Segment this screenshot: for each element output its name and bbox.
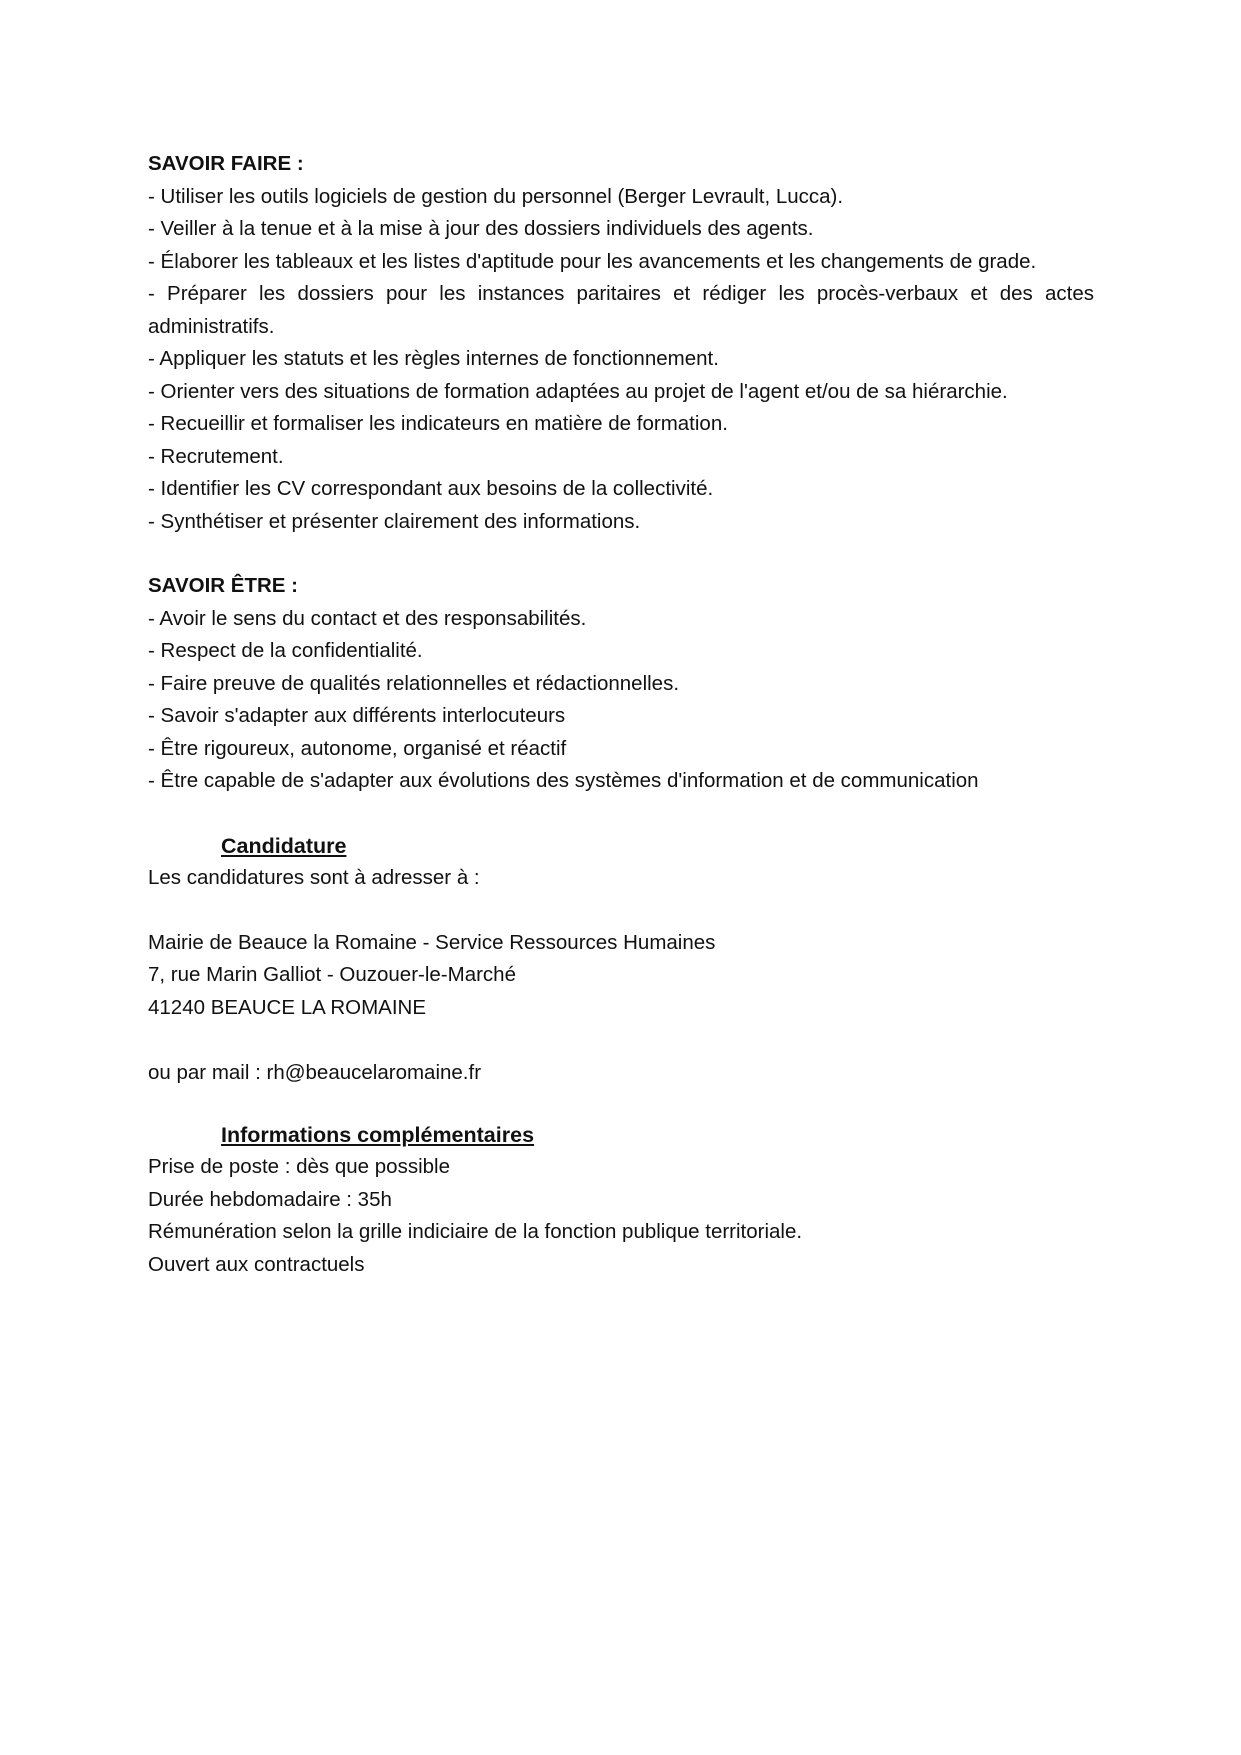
list-item: - Veiller à la tenue et à la mise à jour des dossiers individuels des agents. bbox=[148, 217, 814, 240]
address-line: Mairie de Beauce la Romaine - Service Ressources Humaines bbox=[148, 930, 716, 954]
informations-section bbox=[148, 1119, 1094, 1281]
list-item: - Être rigoureux, autonome, organisé et réactif bbox=[148, 736, 567, 760]
list-item: - Élaborer les tableaux et les listes d'aptitude pour les avancements et les changements de grade. bbox=[148, 249, 1037, 273]
list-item: - Synthétiser et présenter clairement des informations. bbox=[148, 509, 641, 533]
informations-heading: Informations complémentaires bbox=[221, 1123, 535, 1147]
savoir-etre-section bbox=[148, 570, 1094, 798]
info-line: Rémunération selon la grille indiciaire de la fonction publique territoriale. bbox=[148, 1220, 803, 1243]
candidature-intro: Les candidatures sont à adresser à : bbox=[148, 865, 480, 889]
list-item: - Savoir s'adapter aux différents interlocuteurs bbox=[148, 704, 566, 727]
list-item: - Préparer les dossiers pour les instances paritaires et rédiger les procès-verbaux et des actes administratifs. bbox=[148, 282, 1094, 338]
list-item: - Utiliser les outils logiciels de gestion du personnel (Berger Levrault, Lucca). bbox=[148, 184, 844, 208]
info-line: Prise de poste : dès que possible bbox=[148, 1155, 450, 1178]
spacer bbox=[148, 894, 1094, 927]
savoir-faire-section bbox=[148, 148, 1094, 538]
candidature-section bbox=[148, 830, 1094, 1090]
list-item: - Orienter vers des situations de formation adaptées au projet de l'agent et/ou de sa hiérarchie. bbox=[148, 379, 1008, 403]
document-body bbox=[148, 148, 1094, 1281]
savoir-etre-list bbox=[148, 603, 1094, 798]
list-item: - Recrutement. bbox=[148, 444, 284, 468]
contact-email: ou par mail : rh@beaucelaromaine.fr bbox=[148, 1060, 482, 1084]
list-item: - Appliquer les statuts et les règles internes de fonctionnement. bbox=[148, 347, 719, 370]
savoir-faire-title: SAVOIR FAIRE : bbox=[148, 152, 304, 175]
info-line: Ouvert aux contractuels bbox=[148, 1252, 365, 1276]
list-item: - Faire preuve de qualités relationnelles et rédactionnelles. bbox=[148, 671, 680, 695]
spacer bbox=[148, 1024, 1094, 1057]
list-item: - Recueillir et formaliser les indicateurs en matière de formation. bbox=[148, 412, 728, 435]
candidature-heading: Candidature bbox=[221, 833, 347, 858]
list-item: - Être capable de s'adapter aux évolutions des systèmes d'information et de communication bbox=[148, 769, 979, 792]
info-line: Durée hebdomadaire : 35h bbox=[148, 1187, 392, 1211]
list-item: - Respect de la confidentialité. bbox=[148, 639, 423, 662]
savoir-faire-list bbox=[148, 181, 1094, 539]
list-item: - Avoir le sens du contact et des responsabilités. bbox=[148, 606, 587, 630]
address-line: 41240 BEAUCE LA ROMAINE bbox=[148, 995, 427, 1019]
list-item: - Identifier les CV correspondant aux besoins de la collectivité. bbox=[148, 477, 714, 500]
savoir-etre-title: SAVOIR ÊTRE : bbox=[148, 574, 298, 597]
address-line: 7, rue Marin Galliot - Ouzouer-le-Marché bbox=[148, 963, 516, 986]
